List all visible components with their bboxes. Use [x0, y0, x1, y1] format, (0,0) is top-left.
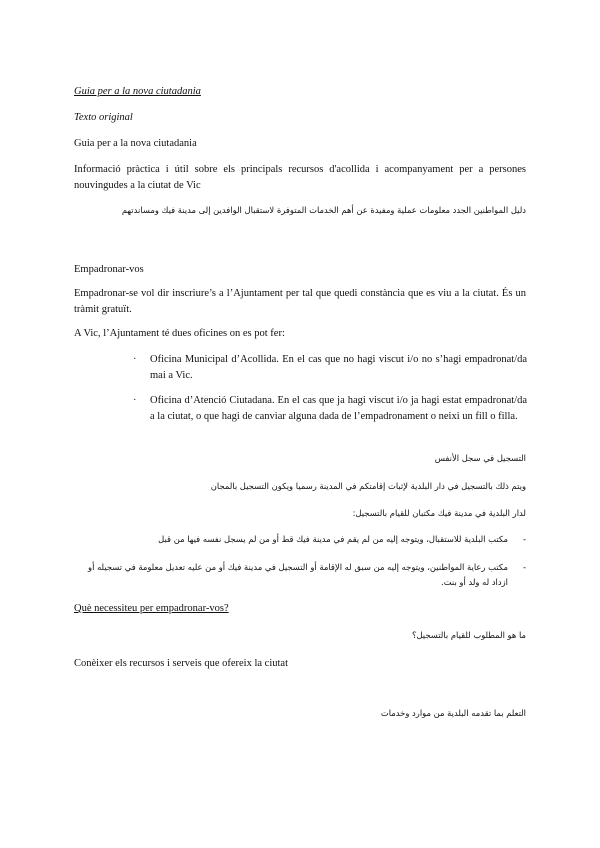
- document-subtitle: Texto original: [74, 112, 133, 123]
- arabic-requirements-heading: ما هو المطلوب للقيام بالتسجيل؟: [412, 630, 526, 640]
- bullet-marker: ·: [133, 354, 137, 365]
- section-heading-requirements: Què necessiteu per empadronar-vos?: [74, 603, 229, 614]
- arabic-paragraph-2: لدار البلدية في مدينة فيك مكتبان للقيام بالتسجيل:: [352, 508, 526, 518]
- document-title: Guia per a la nova ciutadania: [74, 86, 201, 97]
- section-heading-empadronar: Empadronar-vos: [74, 264, 144, 275]
- arabic-bullet-marker: -: [522, 534, 526, 544]
- bullet-marker: ·: [133, 395, 137, 406]
- resources-paragraph: Conèixer els recursos i serveis que ofereix la ciutat: [74, 658, 289, 669]
- empadronar-paragraph: Empadronar-se vol dir inscriure’s a l’Ajuntament per tal que quedi constància que es viu a la ciutat. És un tràmit gratuït.: [74, 288, 526, 315]
- intro-paragraph-arabic: دليل المواطنين الجدد معلومات عملية ومفيدة عن أهم الخدمات المتوفرة لاستقبال الوافدين إلى مدينة فيك ومساندتهم: [121, 205, 526, 215]
- arabic-paragraph-1: ويتم ذلك بالتسجيل في دار البلدية لإثبات إقامتكم في المدينة رسميا ويكون التسجيل بالمجان: [210, 481, 526, 491]
- offices-intro: A Vic, l’Ajuntament té dues oficines on es pot fer:: [74, 328, 285, 339]
- intro-paragraph: Informació pràctica i útil sobre els principals recursos d'acollida i acompanyament per a persones nouvingudes a la ciutat de Vic: [74, 164, 526, 191]
- arabic-bullet-marker: -: [522, 562, 526, 572]
- arabic-section-heading: التسجيل في سجل الأنفس: [434, 453, 526, 463]
- bullet-office-atencio: Oficina d’Atenció Ciutadana. En el cas que ja hagi viscut i/o ja hagi estat empadronat/da a la ciutat, o que hagi de canviar alguna dada de l’empadronament o neixi un fill o filla.: [150, 395, 527, 422]
- bullet-office-acollida: Oficina Municipal d’Acollida. En el cas que no hagi viscut i/o no s’hagi empadronat/da mai a Vic.: [150, 354, 527, 381]
- arabic-resources-paragraph: التعلم بما تقدمه البلدية من موارد وخدمات: [380, 708, 526, 718]
- guide-heading: Guia per a la nova ciutadania: [74, 138, 197, 149]
- arabic-bullet-office-1: مكتب البلدية للاستقبال، ويتوجه إليه من لم يقم في مدينة فيك قط أو من لم يسجل نفسه فيها من قبل: [158, 534, 508, 544]
- arabic-bullet-office-2: مكتب رعاية المواطنين، ويتوجه إليه من سبق له الإقامة أو التسجيل في مدينة فيك أو من عليه تعديل معلومة في تسجيله أو ازداد له ولد أو بنت.: [88, 562, 508, 587]
